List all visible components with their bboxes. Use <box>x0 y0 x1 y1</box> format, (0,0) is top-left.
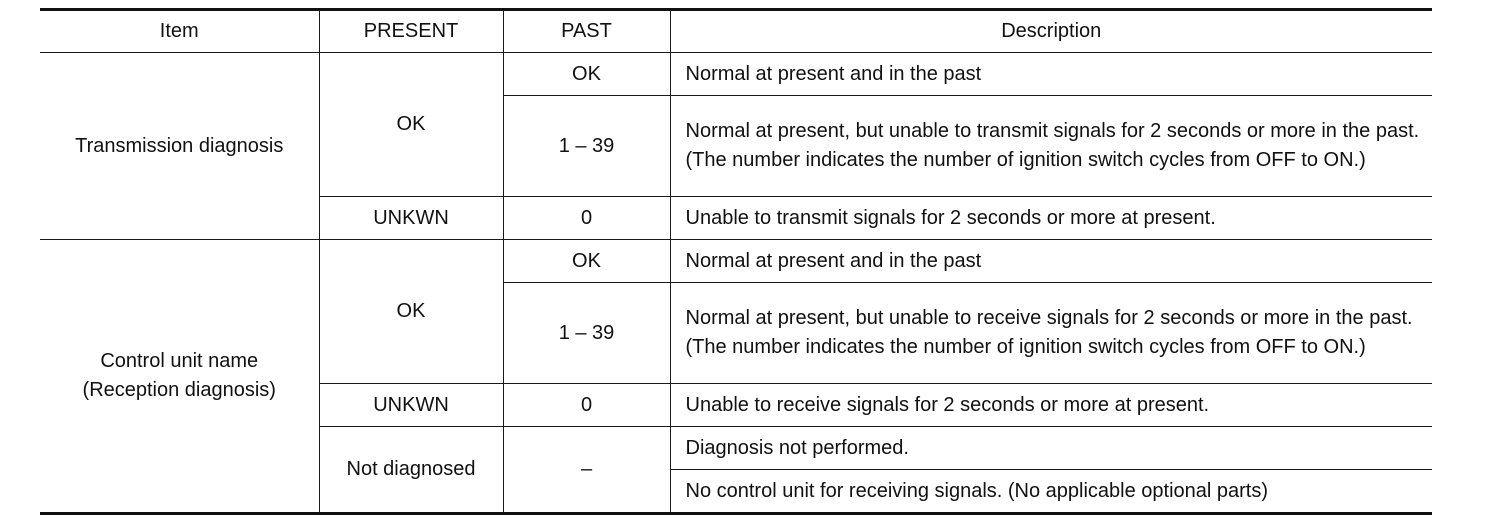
reception-desc-normal: Normal at present and in the past <box>670 240 1432 283</box>
transmission-desc-normal: Normal at present and in the past <box>670 53 1432 96</box>
header-past: PAST <box>503 10 670 53</box>
reception-desc-not-performed: Diagnosis not performed. <box>670 427 1432 470</box>
reception-item-name: Control unit name <box>100 350 259 372</box>
transmission-desc-past-fault: Normal at present, but unable to transmit signals for 2 seconds or more in the past. (The number indicates the number of ignition switch cycles from OFF to ON.) <box>670 96 1432 197</box>
transmission-item-cell: Transmission diagnosis <box>40 53 319 240</box>
reception-desc-past-fault: Normal at present, but unable to receive signals for 2 seconds or more in the past. (The number indicates the number of ignition switch cycles from OFF to ON.) <box>670 283 1432 384</box>
reception-present-not-diagnosed: Not diagnosed <box>319 427 503 514</box>
header-item: Item <box>40 10 319 53</box>
reception-present-unkwn: UNKWN <box>319 384 503 427</box>
transmission-present-unkwn: UNKWN <box>319 197 503 240</box>
reception-desc-no-control-unit: No control unit for receiving signals. (No applicable optional parts) <box>670 470 1432 514</box>
reception-past-dash: – <box>503 427 670 514</box>
reception-past-zero: 0 <box>503 384 670 427</box>
transmission-present-ok: OK <box>319 53 503 197</box>
transmission-desc-present-fault: Unable to transmit signals for 2 seconds or more at present. <box>670 197 1432 240</box>
header-present: PRESENT <box>319 10 503 53</box>
reception-desc-present-fault: Unable to receive signals for 2 seconds or more at present. <box>670 384 1432 427</box>
transmission-past-ok: OK <box>503 53 670 96</box>
reception-present-ok: OK <box>319 240 503 384</box>
reception-item-subtitle: (Reception diagnosis) <box>82 379 276 401</box>
header-description: Description <box>670 10 1432 53</box>
reception-past-range: 1 – 39 <box>503 283 670 384</box>
reception-item-cell <box>40 240 319 514</box>
reception-past-ok: OK <box>503 240 670 283</box>
diagnosis-table <box>40 8 1432 515</box>
transmission-past-range: 1 – 39 <box>503 96 670 197</box>
table-row <box>40 53 1432 96</box>
table-row <box>40 240 1432 283</box>
transmission-past-zero: 0 <box>503 197 670 240</box>
header-row <box>40 10 1432 53</box>
